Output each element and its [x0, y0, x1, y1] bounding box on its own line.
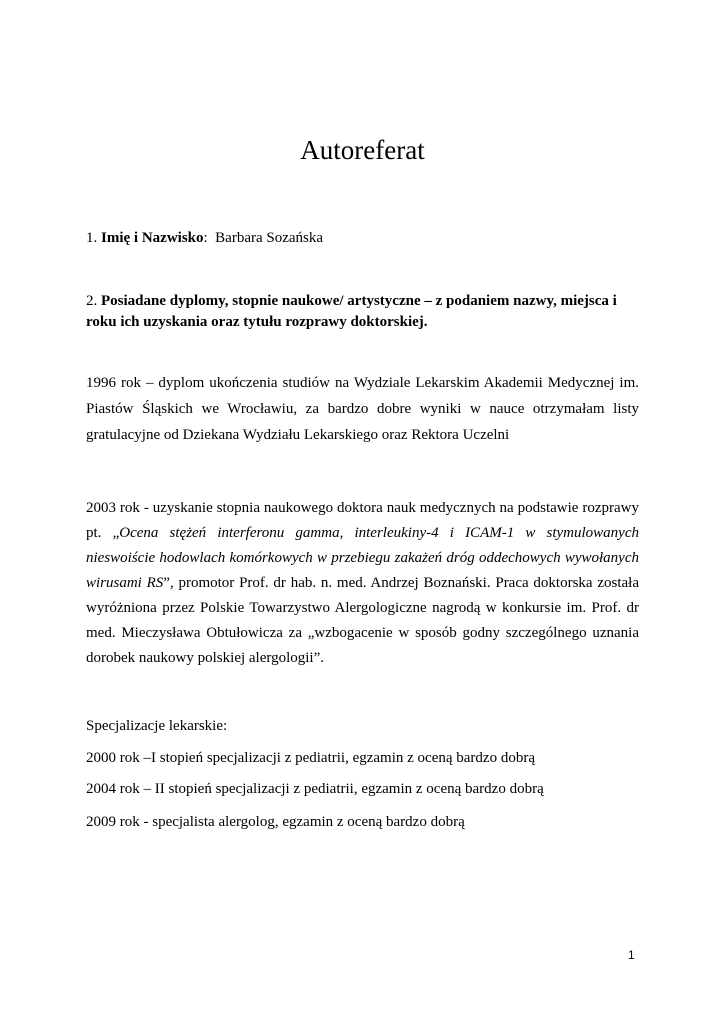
- section-number: 1.: [86, 230, 98, 246]
- name-label: Imię i Nazwisko: [101, 230, 204, 246]
- section-heading-text: Posiadane dyplomy, stopnie naukowe/ artystyczne – z podaniem nazwy, miejsca i roku ich uzyskania oraz tytułu rozprawy doktorskiej.: [86, 293, 617, 330]
- section-number: 2.: [86, 293, 98, 309]
- section-heading: [86, 291, 639, 333]
- name-line: [86, 228, 646, 248]
- name-colon: :: [203, 230, 208, 246]
- page-number: 1: [628, 948, 635, 962]
- thesis-title: Ocena stężeń interferonu gamma, interleukiny-4 i ICAM-1 w stymulowanych nieswoiście hodowlach komórkowych w przebiegu zakażeń dróg oddechowych wywołanych wirusami RS: [86, 525, 639, 591]
- document-title: Autoreferat: [300, 135, 425, 165]
- specialization-item: 2004 rok – II stopień specjalizacji z pediatrii, egzamin z oceną bardzo dobrą: [86, 781, 544, 797]
- specializations-heading: Specjalizacje lekarskie:: [86, 718, 228, 734]
- paragraph-1996: 1996 rok – dyplom ukończenia studiów na Wydziale Lekarskim Akademii Medycznej im. Piastów Śląskich we Wrocławiu, za bardzo dobre wyniki w nauce otrzymałam listy gratulacyjne od Dziekana Wydziału Lekarskiego oraz Rektora Uczelni: [86, 375, 639, 443]
- paragraph-2003-rest: ”, promotor Prof. dr hab. n. med. Andrzej Boznański. Praca doktorska została wyróżniona przez Polskie Towarzystwo Alergologiczne nagrodą w konkursie im. Prof. dr med. Mieczysława Obtułowicza za „wzbogacenie w sposób godny szczególnego uznania dorobek naukowy polskiej alergologii”.: [86, 575, 640, 666]
- specialization-item: 2000 rok –I stopień specjalizacji z pediatrii, egzamin z oceną bardzo dobrą: [86, 750, 535, 766]
- paragraph-2003-intro: 2003 rok - uzyskanie stopnia naukowego doktora nauk medycznych na podstawie rozprawy pt. „: [86, 500, 639, 541]
- specialization-item: 2009 rok - specjalista alergolog, egzamin z oceną bardzo dobrą: [86, 814, 465, 830]
- paragraph-2003: [86, 496, 639, 671]
- name-value: Barbara Sozańska: [215, 230, 324, 246]
